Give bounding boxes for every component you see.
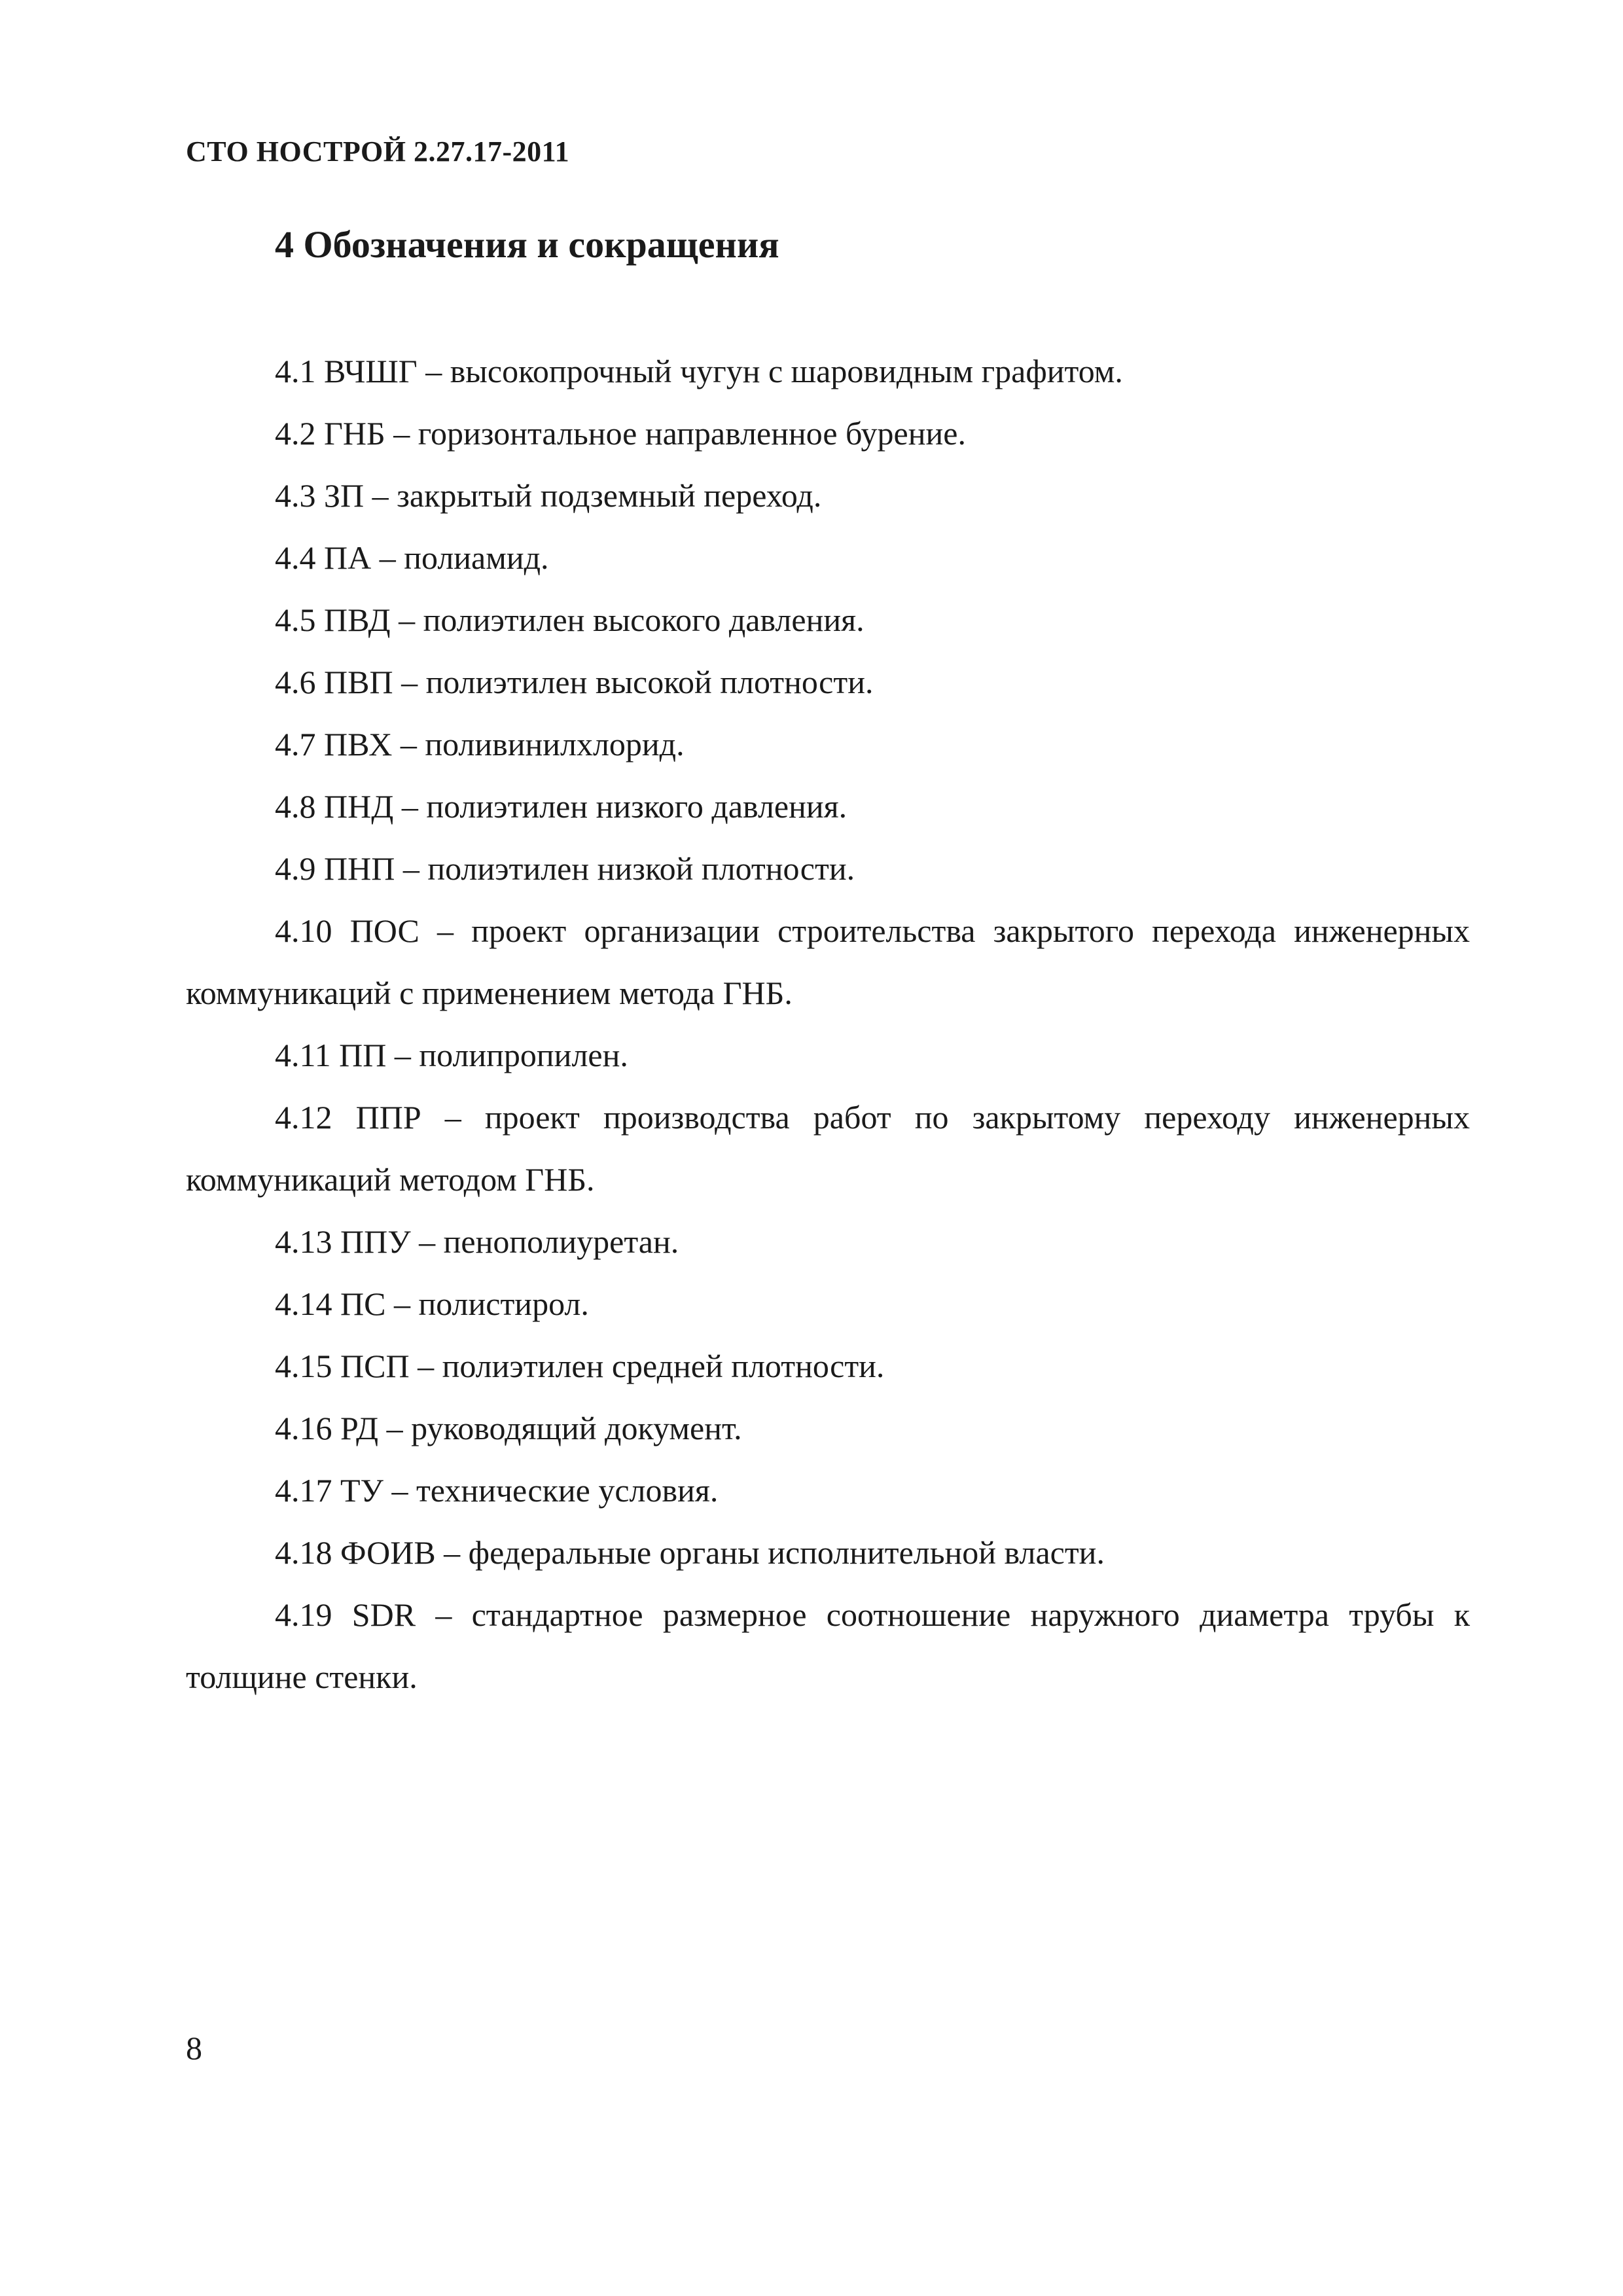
list-item: 4.6 ПВП – полиэтилен высокой плотности. [275,664,874,700]
list-item: 4.18 ФОИВ – федеральные органы исполнительной власти. [275,1534,1105,1571]
section-title: 4 Обозначения и сокращения [275,223,779,266]
list-item: 4.13 ППУ – пенополиуретан. [275,1223,679,1260]
list-item: 4.16 РД – руководящий документ. [275,1410,742,1446]
document-code: СТО НОСТРОЙ 2.27.17-2011 [186,135,570,168]
list-item: 4.9 ПНП – полиэтилен низкой плотности. [275,850,855,887]
list-item: 4.19 SDR – стандартное размерное соотношение наружного диаметра трубы к толщине стенки. [186,1596,1470,1695]
list-item: 4.11 ПП – полипропилен. [275,1037,628,1073]
list-item: 4.4 ПА – полиамид. [275,539,549,576]
list-item: 4.12 ППР – проект производства работ по закрытому переходу инженерных коммуникаций методом ГНБ. [186,1099,1470,1198]
page-number: 8 [186,2030,202,2066]
list-item: 4.5 ПВД – полиэтилен высокого давления. [275,601,865,638]
list-item: 4.7 ПВХ – поливинилхлорид. [275,726,685,762]
list-item: 4.8 ПНД – полиэтилен низкого давления. [275,788,847,825]
list-item: 4.3 ЗП – закрытый подземный переход. [275,477,822,514]
list-item: 4.15 ПСП – полиэтилен средней плотности. [275,1348,885,1384]
list-item: 4.2 ГНБ – горизонтальное направленное бурение. [275,415,966,452]
list-item: 4.17 ТУ – технические условия. [275,1472,719,1509]
list-item: 4.10 ПОС – проект организации строительства закрытого перехода инженерных коммуникаций с применением метода ГНБ. [186,912,1470,1011]
list-item: 4.14 ПС – полистирол. [275,1285,589,1322]
abbreviation-list [186,340,1470,1708]
list-item: 4.1 ВЧШГ – высокопрочный чугун с шаровидным графитом. [275,353,1123,389]
